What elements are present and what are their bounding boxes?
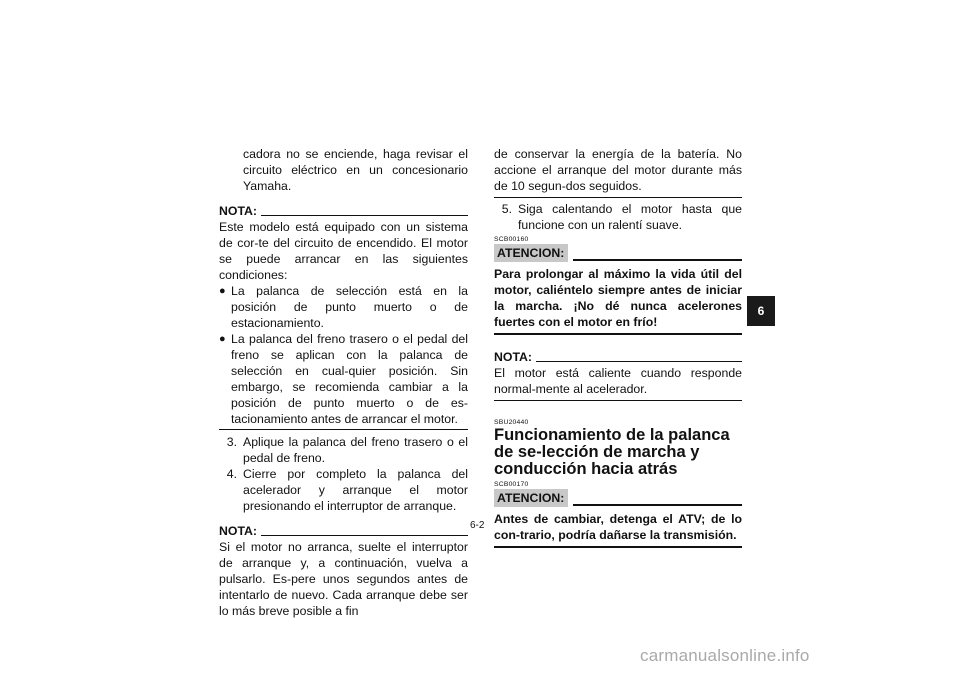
caution-rule (573, 504, 742, 506)
nota-heading (219, 203, 468, 219)
nota-rule (536, 361, 742, 362)
step-item (219, 466, 468, 514)
section-title: Funcionamiento de la palanca de se-lección de marcha y conducción hacia atrás (494, 426, 730, 478)
reference-code: SCB00170 (494, 481, 529, 488)
step-item (219, 434, 468, 466)
reference-code: SBU20440 (494, 419, 529, 426)
step-number: 5. (501, 202, 512, 216)
continued-text: cadora no se enciende, haga revisar el circuito eléctrico en un concesionario Yamaha. (243, 147, 468, 193)
step-text: Aplique la palanca del freno trasero o el pedal de freno. (243, 435, 468, 465)
bullet-text: La palanca del freno trasero o el pedal del freno se aplican con la palanca de selección en cual-quier posición. Sin embargo, se recomienda cambiar a la posición de punto muerto o de es-tacionamiento antes de arrancar el motor. (231, 332, 468, 426)
step-text: Siga calentando el motor hasta que funcione con un ralentí suave. (518, 202, 742, 232)
nota-label: NOTA: (219, 204, 258, 218)
caution-text: Para prolongar al máximo la vida útil del motor, caliéntelo siempre antes de iniciar la marcha. ¡No dé nunca acelerones fuertes con el motor en frío! (494, 267, 742, 329)
nota-heading (494, 349, 742, 365)
bullet-text: La palanca de selección está en la posición de punto muerto o de estacionamiento. (231, 284, 468, 330)
chapter-tab: 6 (747, 296, 775, 326)
page-number: 6-2 (470, 520, 485, 531)
nota-end-rule (494, 400, 742, 401)
nota-heading (219, 523, 468, 539)
bullet-item (219, 283, 468, 331)
caution-label: ATENCION: (494, 489, 568, 507)
bullet-dot-icon: ● (219, 285, 226, 297)
bullet-item (219, 331, 468, 427)
step-number: 4. (226, 467, 237, 481)
step-number: 3. (226, 435, 237, 449)
caution-heading (494, 244, 742, 262)
step-text: Cierre por completo la palanca del acelerador y arranque el motor presionando el interruptor de arranque. (243, 467, 468, 513)
nota-end-rule (219, 429, 468, 430)
nota-text: Si el motor no arranca, suelte el interruptor de arranque y, a continuación, vuelva a pulsarlo. Es-pere unos segundos antes de intentarlo de nuevo. Cada arranque debe ser lo más breve posible a fin (219, 540, 468, 618)
nota-label: NOTA: (494, 350, 533, 364)
nota-text: El motor está caliente cuando responde normal-mente al acelerador. (494, 366, 742, 396)
bullet-dot-icon: ● (219, 333, 226, 345)
caution-heading (494, 489, 742, 507)
reference-code: SCB00160 (494, 236, 529, 243)
nota-end-rule (494, 197, 742, 198)
step-item (494, 201, 742, 233)
left-column (219, 146, 468, 619)
nota-label: NOTA: (219, 524, 258, 538)
caution-end-rule (494, 546, 742, 548)
caution-rule (573, 259, 742, 261)
right-column (494, 146, 742, 548)
caution-end-rule (494, 333, 742, 335)
nota-rule (261, 535, 468, 536)
nota-intro: Este modelo está equipado con un sistema de cor-te del circuito de encendido. El motor se puede arrancar en las siguientes condiciones: (219, 220, 468, 282)
continued-text: de conservar la energía de la batería. No accione el arranque del motor durante más de 10 segun-dos seguidos. (494, 147, 742, 193)
caution-text: Antes de cambiar, detenga el ATV; de lo con-trario, podría dañarse la transmisión. (494, 512, 742, 542)
caution-label: ATENCION: (494, 244, 568, 262)
watermark-text: carmanualsonline.info (640, 646, 810, 665)
nota-rule (261, 215, 468, 216)
